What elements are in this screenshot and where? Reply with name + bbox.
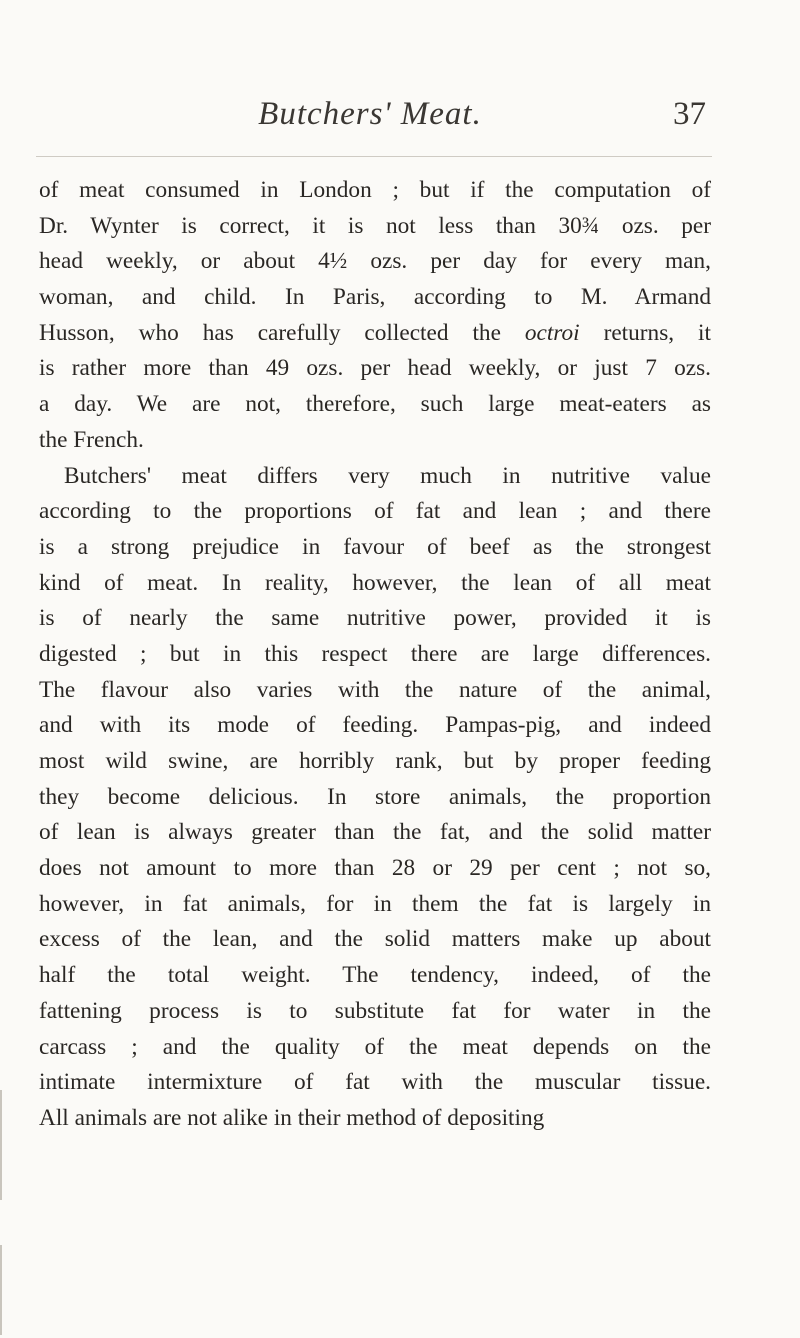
text-line bbox=[39, 244, 711, 280]
text-run: does not amount to more than 28 or 29 per cent ; not so, bbox=[39, 855, 711, 882]
text-line bbox=[39, 566, 711, 602]
text-line bbox=[39, 637, 711, 673]
text-line bbox=[39, 459, 711, 495]
text-run: according to the proportions of fat and lean ; and there bbox=[39, 498, 711, 525]
text-run: woman, and child. In Paris, according to M. Armand bbox=[39, 284, 711, 311]
text-run: The flavour also varies with the nature of the animal, bbox=[39, 676, 711, 703]
text-run: returns, it bbox=[579, 319, 711, 346]
text-line bbox=[39, 708, 711, 744]
text-line bbox=[39, 673, 711, 709]
text-line bbox=[39, 387, 711, 423]
binding-edge-mark bbox=[0, 1090, 2, 1200]
text-line bbox=[39, 1065, 711, 1101]
text-run: however, in fat animals, for in them the fat is largely in bbox=[39, 890, 711, 917]
text-run: is rather more than 49 ozs. per head weekly, or just 7 ozs. bbox=[39, 355, 711, 382]
text-run: kind of meat. In reality, however, the lean of all meat bbox=[39, 569, 711, 596]
text-line bbox=[39, 494, 711, 530]
running-title: Butchers' Meat. bbox=[258, 96, 482, 132]
text-run: head weekly, or about 4½ ozs. per day for every man, bbox=[39, 248, 711, 275]
text-run: excess of the lean, and the solid matters make up about bbox=[39, 926, 711, 953]
text-line bbox=[39, 173, 711, 209]
text-run: Butchers' meat differs very much in nutritive value bbox=[64, 462, 711, 489]
paragraph bbox=[39, 173, 711, 459]
text-run: fattening process is to substitute fat for water in the bbox=[39, 997, 711, 1024]
text-run: All animals are not alike in their method of depositing bbox=[39, 1104, 545, 1131]
text-run: half the total weight. The tendency, indeed, of the bbox=[39, 962, 711, 989]
text-line bbox=[39, 922, 711, 958]
text-run: digested ; but in this respect there are large differences. bbox=[39, 640, 711, 667]
text-run: most wild swine, are horribly rank, but by proper feeding bbox=[39, 748, 711, 774]
running-head bbox=[0, 96, 800, 140]
header-rule bbox=[36, 156, 712, 157]
binding-edge-mark bbox=[0, 1245, 2, 1335]
text-run: of meat consumed in London ; but if the computation of bbox=[39, 177, 711, 203]
body-text bbox=[39, 173, 711, 1137]
text-line bbox=[39, 958, 711, 994]
text-line bbox=[39, 280, 711, 316]
italic-term: octroi bbox=[524, 319, 580, 346]
text-run: is of nearly the same nutritive power, provided it is bbox=[39, 605, 711, 632]
text-line bbox=[39, 780, 711, 816]
text-line bbox=[39, 423, 711, 459]
page-number: 37 bbox=[673, 96, 706, 132]
text-run: Husson, who has carefully collected the bbox=[39, 319, 525, 346]
text-line bbox=[39, 887, 711, 923]
text-line bbox=[39, 316, 711, 352]
text-run: of lean is always greater than the fat, and the solid matter bbox=[39, 819, 711, 846]
text-line bbox=[39, 851, 711, 887]
text-run: they become delicious. In store animals, the proportion bbox=[39, 783, 711, 810]
text-line bbox=[39, 994, 711, 1030]
text-run: a day. We are not, therefore, such large meat-eaters as bbox=[39, 391, 711, 418]
text-line bbox=[39, 530, 711, 566]
text-line bbox=[39, 744, 711, 780]
text-line bbox=[39, 815, 711, 851]
text-line bbox=[39, 1101, 711, 1137]
text-line bbox=[39, 209, 711, 245]
text-run: the French. bbox=[39, 426, 144, 453]
paragraph bbox=[39, 459, 711, 1137]
text-run: and with its mode of feeding. Pampas-pig, and indeed bbox=[39, 712, 711, 739]
text-run: intimate intermixture of fat with the muscular tissue. bbox=[39, 1069, 711, 1096]
text-line bbox=[39, 351, 711, 387]
text-line bbox=[39, 1030, 711, 1066]
text-run: Dr. Wynter is correct, it is not less than 30¾ ozs. per bbox=[39, 212, 711, 239]
text-run: is a strong prejudice in favour of beef as the strongest bbox=[39, 533, 711, 560]
text-run: carcass ; and the quality of the meat depends on the bbox=[39, 1033, 711, 1060]
text-line bbox=[39, 601, 711, 637]
